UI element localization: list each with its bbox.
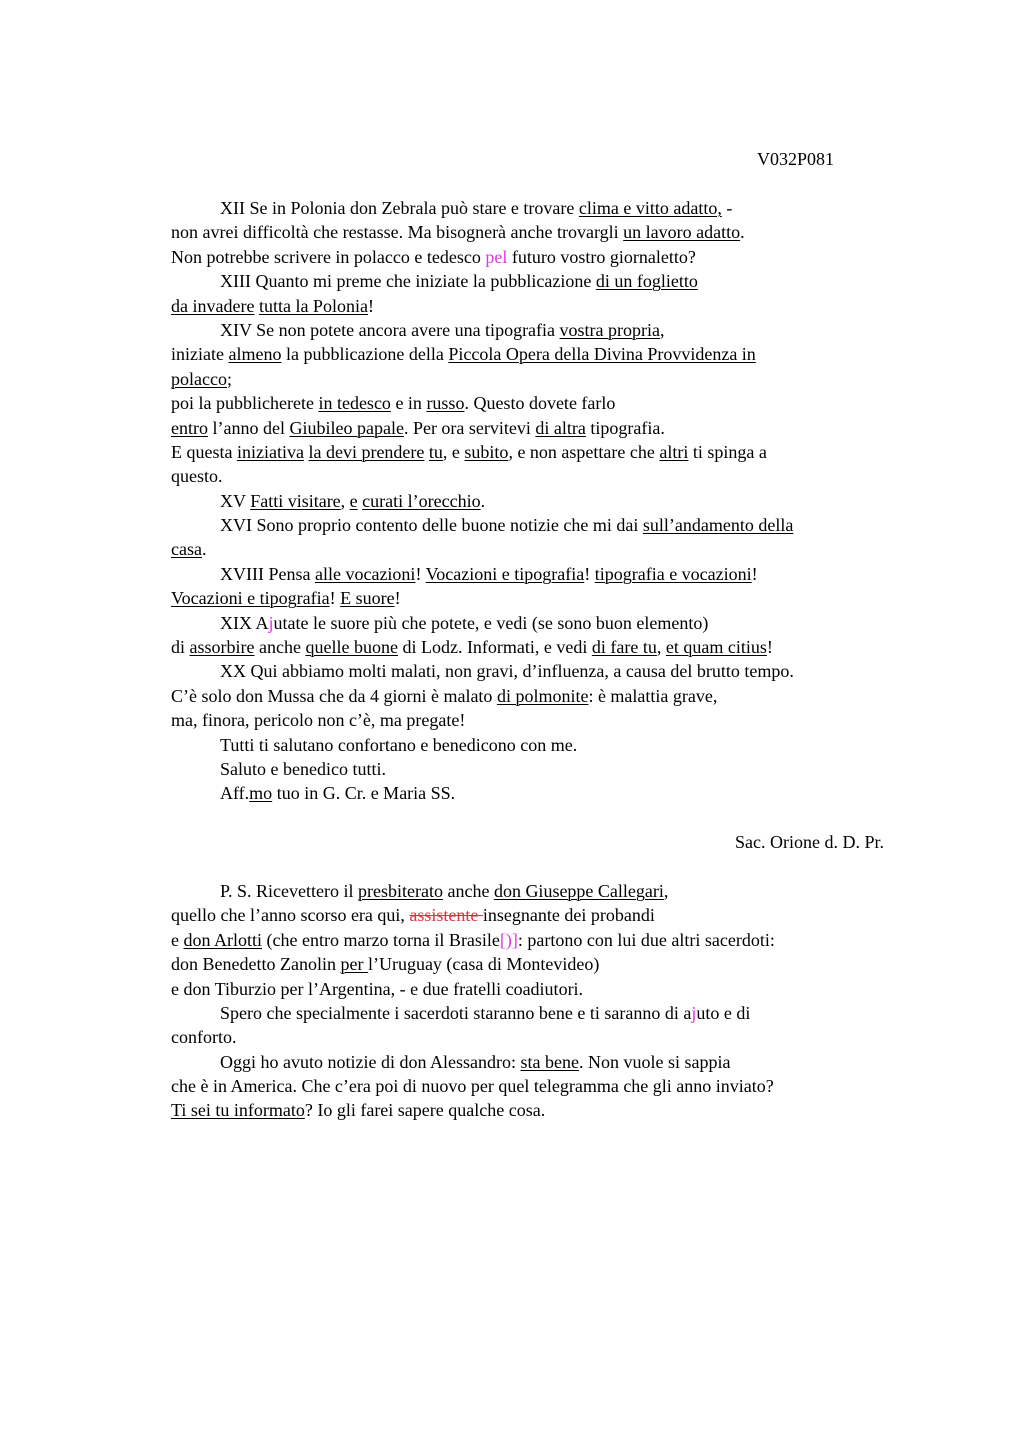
text-line <box>171 659 891 683</box>
text-run: l’Uruguay (casa di Montevideo) <box>367 954 600 975</box>
text-line <box>171 269 891 293</box>
editor-mark: pel <box>485 246 508 267</box>
text-line <box>171 440 891 464</box>
text-line <box>171 684 891 708</box>
text-run: XX Qui abbiamo molti malati, non gravi, d’influenza, a causa del brutto tempo. <box>220 661 794 682</box>
text-line <box>171 708 891 732</box>
underlined-text: iniziativa <box>236 441 304 462</box>
text-run: Spero che specialmente i sacerdoti staranno bene e ti saranno di a <box>220 1002 692 1023</box>
underlined-text: don Arlotti <box>183 929 263 950</box>
text-run: . Per ora servitevi <box>403 417 536 438</box>
underlined-text: et quam citius <box>665 637 767 658</box>
text-run: Non potrebbe scrivere in polacco e tedesco <box>171 246 486 267</box>
text-run: poi la pubblicherete <box>171 393 319 414</box>
text-run: . Non vuole si sappia <box>578 1051 731 1072</box>
underlined-text: Piccola Opera della Divina Provvidenza in <box>448 344 756 365</box>
text-line <box>171 733 891 757</box>
text-line <box>171 513 891 537</box>
text-run: XIX A <box>220 612 269 633</box>
text-run: e in <box>390 393 427 414</box>
text-line <box>171 757 891 781</box>
text-run: ; <box>226 368 232 389</box>
underlined-text: Giubileo papale <box>289 417 404 438</box>
underlined-text: polacco <box>171 368 227 389</box>
underlined-text: altri <box>659 441 689 462</box>
text-run: ! <box>367 295 374 316</box>
text-run: . <box>740 222 745 243</box>
text-run: ti spinga a <box>688 441 767 462</box>
text-line <box>171 318 891 342</box>
text-line <box>171 635 891 659</box>
text-run: che è in America. Che c’era poi di nuovo per quel telegramma che gli anno inviato? <box>171 1076 774 1097</box>
text-run: questo. <box>171 466 223 487</box>
underlined-text: la devi prendere <box>308 441 425 462</box>
letter-body <box>171 196 891 1123</box>
text-run: , e <box>442 441 465 462</box>
text-run: anche <box>254 637 306 658</box>
underlined-text: per <box>340 954 368 975</box>
underlined-text: curati l’orecchio <box>362 490 481 511</box>
text-run: P. S. Ricevettero il <box>220 880 358 901</box>
text-run: - <box>721 198 733 218</box>
text-run: Sac. Orione d. D. Pr. <box>735 832 884 853</box>
text-run: : partono con lui due altri sacerdoti: <box>517 929 775 950</box>
text-run: iniziate <box>171 344 229 365</box>
text-line <box>171 464 891 488</box>
text-run: ! <box>329 588 341 609</box>
text-run: anche <box>442 880 494 901</box>
text-run: , <box>656 637 666 658</box>
underlined-text: Ti sei tu informato <box>171 1100 305 1121</box>
text-run: Tutti ti salutano confortano e benedicono con me. <box>220 734 578 755</box>
text-run: ! <box>766 637 773 658</box>
text-line <box>171 586 891 610</box>
underlined-text: tutta la Polonia <box>258 295 368 316</box>
underlined-text: di fare tu <box>591 637 657 658</box>
underlined-text: presbiterato <box>358 880 443 901</box>
underlined-text: clima e vitto adatto, <box>578 198 722 218</box>
text-line <box>171 562 891 586</box>
text-run: XVI Sono proprio contento delle buone notizie che mi dai <box>220 515 643 536</box>
text-run: tuo in G. Cr. e Maria SS. <box>272 783 456 804</box>
text-run: : è malattia grave, <box>588 685 718 706</box>
text-run: ! <box>751 563 758 584</box>
editor-mark: [)] <box>499 929 518 950</box>
underlined-text: mo <box>249 783 273 804</box>
text-run: C’è solo don Mussa che da 4 giorni è malato <box>171 685 497 706</box>
page-reference: V032P081 <box>757 149 835 169</box>
text-run: , e non aspettare che <box>508 441 660 462</box>
postscript-line <box>171 952 891 976</box>
underlined-text: sull’andamento della <box>642 515 794 536</box>
underlined-text: e <box>349 490 358 511</box>
text-run: XVIII Pensa <box>220 563 315 584</box>
text-line <box>171 537 891 561</box>
text-run: ? Io gli farei sapere qualche cosa. <box>304 1100 546 1121</box>
text-run: ! <box>584 563 595 584</box>
underlined-text: tu <box>428 441 443 462</box>
text-run: Aff. <box>220 783 250 804</box>
text-line <box>171 781 891 805</box>
text-line <box>171 489 891 513</box>
blank-line <box>171 855 891 879</box>
postscript-line <box>171 903 891 927</box>
text-run: non avrei difficoltà che restasse. Ma bisognerà anche trovargli <box>171 222 624 243</box>
text-line <box>171 611 891 635</box>
postscript-line <box>171 1025 891 1049</box>
underlined-text: don Giuseppe Callegari <box>493 880 664 901</box>
postscript-line <box>171 1074 891 1098</box>
text-run: insegnante dei probandi <box>482 905 655 926</box>
text-line <box>171 342 891 366</box>
signature <box>171 830 891 854</box>
text-run: ma, finora, pericolo non c’è, ma pregate! <box>171 710 466 731</box>
underlined-text: subito <box>464 441 509 462</box>
text-run: , <box>340 490 350 511</box>
text-run: conforto. <box>171 1027 237 1048</box>
text-run: XIV Se non potete ancora avere una tipografia <box>220 319 560 340</box>
editor-mark: j <box>691 1002 697 1023</box>
underlined-text: di polmonite <box>496 685 589 706</box>
text-run: di <box>171 637 190 658</box>
postscript-line <box>171 1098 891 1122</box>
text-line <box>171 220 891 244</box>
struck-text: assistente <box>409 905 483 926</box>
postscript-line <box>171 1050 891 1074</box>
text-run: XIII Quanto mi preme che iniziate la pubblicazione <box>220 271 596 292</box>
text-line <box>171 416 891 440</box>
text-run: ! <box>394 588 401 609</box>
text-run: di Lodz. Informati, e vedi <box>397 637 592 658</box>
text-run: XV <box>220 490 251 511</box>
text-run: la pubblicazione della <box>281 344 449 365</box>
underlined-text: vostra propria <box>559 319 660 340</box>
text-run: (che entro marzo torna il Brasile <box>262 929 500 950</box>
text-line <box>171 245 891 269</box>
text-run: utate le suore più che potete, e vedi (se sono buon elemento) <box>273 612 709 633</box>
text-run: ! <box>415 563 426 584</box>
underlined-text: Vocazioni e tipografia <box>171 588 330 609</box>
text-line <box>171 196 891 220</box>
underlined-text: Vocazioni e tipografia <box>425 563 585 584</box>
underlined-text: da invadere <box>171 295 255 316</box>
text-run: tipografia. <box>585 417 665 438</box>
underlined-text: in tedesco <box>318 393 391 414</box>
text-run: , <box>660 319 665 340</box>
underlined-text: di altra <box>535 417 586 438</box>
text-run: l’anno del <box>207 417 290 438</box>
text-run: XII Se in Polonia don Zebrala può stare e trovare <box>220 198 579 218</box>
text-run: . <box>201 539 207 560</box>
underlined-text: assorbire <box>189 637 255 658</box>
postscript-line <box>171 1001 891 1025</box>
text-run: . <box>480 490 486 511</box>
underlined-text: sta bene <box>520 1051 579 1072</box>
underlined-text: russo <box>426 393 465 414</box>
text-run: quello che l’anno scorso era qui, <box>171 905 410 926</box>
underlined-text: Fatti visitare <box>250 490 341 511</box>
underlined-text: tipografia e vocazioni <box>594 563 752 584</box>
text-line <box>171 367 891 391</box>
text-run: don Benedetto Zanolin <box>171 954 341 975</box>
text-run: e <box>171 929 184 950</box>
text-run: E questa <box>171 441 237 462</box>
text-line <box>171 294 891 318</box>
text-run: Oggi ho avuto notizie di don Alessandro: <box>220 1051 521 1072</box>
text-run: e don Tiburzio per l’Argentina, - e due fratelli coadiutori. <box>171 978 584 999</box>
text-run: uto e di <box>696 1002 751 1023</box>
text-run: . Questo dovete farlo <box>464 393 616 414</box>
editor-mark: j <box>268 612 274 633</box>
underlined-text: E suore <box>340 588 395 609</box>
underlined-text: casa <box>171 539 202 560</box>
text-run: futuro vostro giornaletto? <box>507 246 696 267</box>
underlined-text: quelle buone <box>305 637 398 658</box>
postscript-line <box>171 977 891 1001</box>
underlined-text: almeno <box>228 344 282 365</box>
blank-line <box>171 806 891 830</box>
postscript-line <box>171 928 891 952</box>
underlined-text: entro <box>171 417 208 438</box>
postscript-line <box>171 879 891 903</box>
text-run: , <box>663 880 669 901</box>
text-run: Saluto e benedico tutti. <box>220 758 386 779</box>
underlined-text: di un foglietto <box>595 271 698 292</box>
underlined-text: un lavoro adatto <box>623 222 741 243</box>
underlined-text: alle vocazioni <box>314 563 416 584</box>
text-line <box>171 391 891 415</box>
